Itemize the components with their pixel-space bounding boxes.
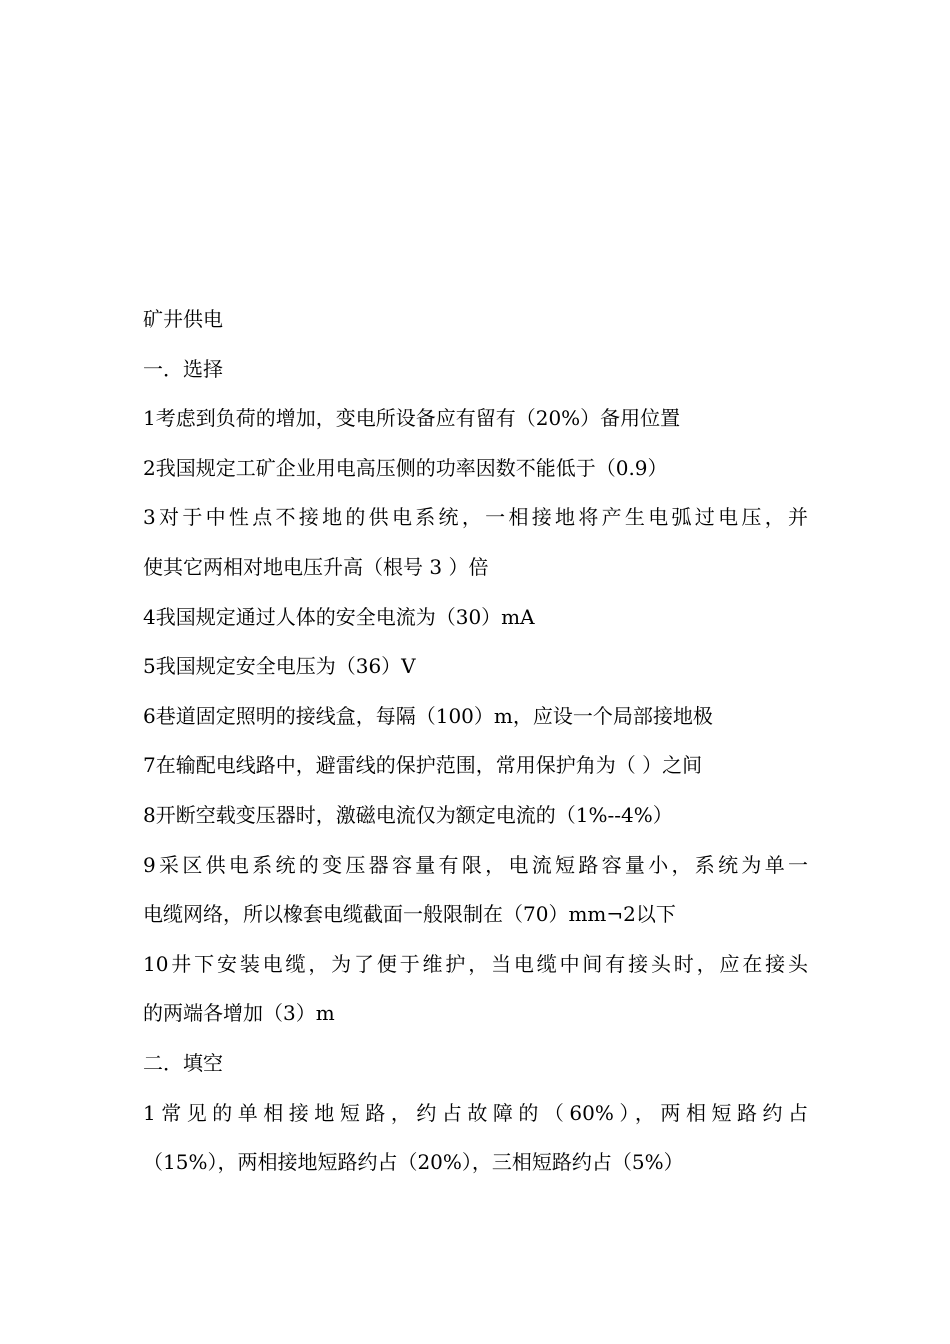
section-heading-choice: 一．选择 bbox=[143, 356, 223, 381]
question-9-line-1: 9采区供电系统的变压器容量有限，电流短路容量小，系统为单一 bbox=[143, 852, 808, 877]
question-7: 7在输配电线路中，避雷线的保护范围，常用保护角为（ ）之间 bbox=[143, 753, 703, 778]
section-heading-fill: 二．填空 bbox=[143, 1050, 223, 1075]
question-4: 4我国规定通过人体的安全电流为（30）mA bbox=[143, 604, 535, 629]
document-body bbox=[143, 295, 808, 1188]
fill-1-line-1: 1常见的单相接地短路，约占故障的（60%），两相短路约占 bbox=[143, 1100, 808, 1125]
question-3-line-1: 3对于中性点不接地的供电系统，一相接地将产生电弧过电压，并 bbox=[143, 505, 808, 530]
question-1: 1考虑到负荷的增加，变电所设备应有留有（20%）备用位置 bbox=[143, 406, 681, 431]
question-2: 2我国规定工矿企业用电高压侧的功率因数不能低于（0.9） bbox=[143, 455, 668, 480]
question-8: 8开断空载变压器时，激磁电流仅为额定电流的（1%--4%） bbox=[143, 802, 673, 827]
question-5: 5我国规定安全电压为（36）V bbox=[143, 654, 416, 679]
question-3-line-2: 使其它两相对地电压升高（根号 3 ）倍 bbox=[143, 554, 489, 579]
document-title: 矿井供电 bbox=[143, 307, 223, 331]
question-10-line-1: 10井下安装电缆，为了便于维护，当电缆中间有接头时，应在接头 bbox=[143, 951, 808, 976]
fill-1-line-2: （15%），两相接地短路约占（20%），三相短路约占（5%） bbox=[143, 1150, 684, 1175]
question-10-line-2: 的两端各增加（3）m bbox=[143, 1001, 335, 1026]
question-9-line-2: 电缆网络，所以橡套电缆截面一般限制在（70）mm¬2以下 bbox=[143, 902, 676, 927]
question-6: 6巷道固定照明的接线盒，每隔（100）m，应设一个局部接地极 bbox=[143, 703, 713, 728]
